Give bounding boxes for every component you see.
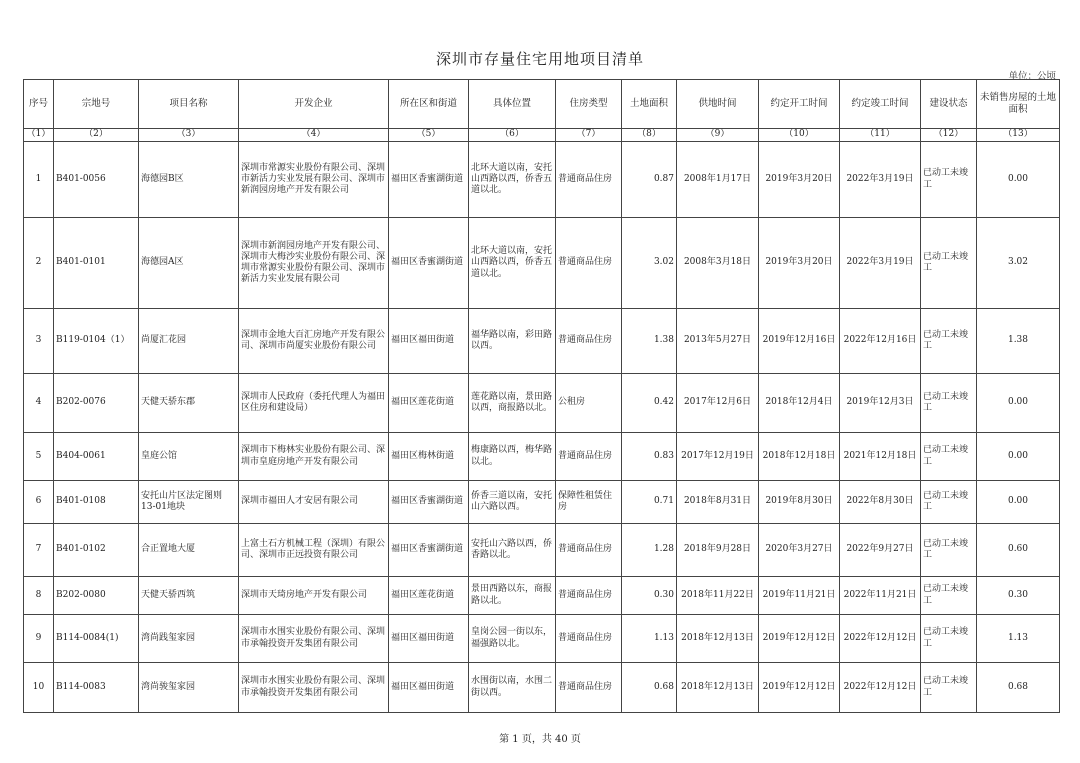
unsold-area: 3.02: [977, 218, 1060, 309]
land-area: 3.02: [622, 218, 677, 309]
developer-name: 深圳市金地大百汇房地产开发有限公司、深圳市尚厦实业股份有限公司: [239, 309, 389, 374]
build-status: 已动工未竣工: [921, 142, 977, 218]
row-number: 10: [24, 663, 54, 713]
column-number-row: [24, 129, 1060, 142]
table-body: [24, 142, 1060, 713]
unsold-area: 0.60: [977, 524, 1060, 577]
column-header: 开发企业: [239, 80, 389, 129]
row-number: 8: [24, 577, 54, 615]
location-text: 梅康路以西，梅华路以北。: [469, 433, 556, 481]
location-text: 安托山六路以西，侨香路以北。: [469, 524, 556, 577]
project-name: 湾尚骏玺家园: [139, 663, 239, 713]
location-text: 水围街以南，水围二街以西。: [469, 663, 556, 713]
unsold-area: 0.00: [977, 142, 1060, 218]
developer-name: 深圳市福田人才安居有限公司: [239, 481, 389, 524]
land-area: 0.30: [622, 577, 677, 615]
build-status: 已动工未竣工: [921, 524, 977, 577]
column-header: 所在区和街道: [389, 80, 469, 129]
supply-date: 2008年3月18日: [677, 218, 759, 309]
column-header: 供地时间: [677, 80, 759, 129]
column-header: 住房类型: [556, 80, 622, 129]
project-name: 安托山片区法定图则13-01地块: [139, 481, 239, 524]
row-number: 7: [24, 524, 54, 577]
developer-name: 深圳市水围实业股份有限公司、深圳市承翰投资开发集团有限公司: [239, 663, 389, 713]
unsold-area: 0.00: [977, 374, 1060, 433]
build-status: 已动工未竣工: [921, 433, 977, 481]
district-street: 福田区福田街道: [389, 615, 469, 663]
finish-date: 2022年11月21日: [840, 577, 921, 615]
parcel-number: B202-0080: [54, 577, 139, 615]
table-row: [24, 218, 1060, 309]
build-status: 已动工未竣工: [921, 577, 977, 615]
unsold-area: 0.30: [977, 577, 1060, 615]
developer-name: 深圳市下梅林实业股份有限公司、深圳市皇庭房地产开发有限公司: [239, 433, 389, 481]
column-number: （10）: [759, 129, 840, 142]
project-name: 湾尚践玺家园: [139, 615, 239, 663]
housing-type: 保障性租赁住房: [556, 481, 622, 524]
housing-type: 普通商品住房: [556, 577, 622, 615]
supply-date: 2017年12月6日: [677, 374, 759, 433]
start-date: 2019年12月16日: [759, 309, 840, 374]
developer-name: 深圳市新润园房地产开发有限公司、深圳市大梅沙实业股份有限公司、深圳市常源实业股份有限公司、深圳市新活力实业发展有限公司: [239, 218, 389, 309]
start-date: 2019年12月12日: [759, 663, 840, 713]
column-number: （5）: [389, 129, 469, 142]
column-header: 土地面积: [622, 80, 677, 129]
housing-type: 普通商品住房: [556, 524, 622, 577]
land-area: 1.38: [622, 309, 677, 374]
housing-type: 普通商品住房: [556, 142, 622, 218]
parcel-number: B114-0083: [54, 663, 139, 713]
build-status: 已动工未竣工: [921, 663, 977, 713]
page-footer: 第 1 页，共 40 页: [499, 734, 581, 745]
row-number: 2: [24, 218, 54, 309]
parcel-number: B202-0076: [54, 374, 139, 433]
unsold-area: 0.68: [977, 663, 1060, 713]
start-date: 2018年12月4日: [759, 374, 840, 433]
project-name: 尚厦汇花园: [139, 309, 239, 374]
parcel-number: B401-0101: [54, 218, 139, 309]
housing-type: 普通商品住房: [556, 309, 622, 374]
column-header: 序号: [24, 80, 54, 129]
finish-date: 2022年9月27日: [840, 524, 921, 577]
district-street: 福田区香蜜湖街道: [389, 142, 469, 218]
column-number: （7）: [556, 129, 622, 142]
column-number: （2）: [54, 129, 139, 142]
table-row: [24, 615, 1060, 663]
finish-date: 2019年12月3日: [840, 374, 921, 433]
supply-date: 2018年12月13日: [677, 663, 759, 713]
start-date: 2019年8月30日: [759, 481, 840, 524]
row-number: 4: [24, 374, 54, 433]
housing-type: 普通商品住房: [556, 663, 622, 713]
parcel-number: B404-0061: [54, 433, 139, 481]
build-status: 已动工未竣工: [921, 481, 977, 524]
project-name: 合正置地大厦: [139, 524, 239, 577]
unsold-area: 0.00: [977, 481, 1060, 524]
build-status: 已动工未竣工: [921, 218, 977, 309]
start-date: 2019年3月20日: [759, 218, 840, 309]
column-number: （8）: [622, 129, 677, 142]
district-street: 福田区香蜜湖街道: [389, 524, 469, 577]
build-status: 已动工未竣工: [921, 374, 977, 433]
supply-date: 2008年1月17日: [677, 142, 759, 218]
parcel-number: B119-0104（1）: [54, 309, 139, 374]
column-number: （13）: [977, 129, 1060, 142]
finish-date: 2022年8月30日: [840, 481, 921, 524]
start-date: 2019年11月21日: [759, 577, 840, 615]
parcel-number: B401-0102: [54, 524, 139, 577]
finish-date: 2022年12月12日: [840, 615, 921, 663]
unsold-area: 1.38: [977, 309, 1060, 374]
column-number: （6）: [469, 129, 556, 142]
housing-type: 普通商品住房: [556, 615, 622, 663]
housing-type: 普通商品住房: [556, 433, 622, 481]
unsold-area: 0.00: [977, 433, 1060, 481]
unsold-area: 1.13: [977, 615, 1060, 663]
supply-date: 2017年12月19日: [677, 433, 759, 481]
supply-date: 2018年12月13日: [677, 615, 759, 663]
finish-date: 2021年12月18日: [840, 433, 921, 481]
build-status: 已动工未竣工: [921, 309, 977, 374]
developer-name: 深圳市人民政府（委托代理人为福田区住房和建设局）: [239, 374, 389, 433]
project-name: 皇庭公馆: [139, 433, 239, 481]
table-row: [24, 524, 1060, 577]
table-row: [24, 663, 1060, 713]
project-table: [23, 79, 1060, 713]
table-row: [24, 309, 1060, 374]
developer-name: 深圳市水围实业股份有限公司、深圳市承翰投资开发集团有限公司: [239, 615, 389, 663]
district-street: 福田区香蜜湖街道: [389, 481, 469, 524]
district-street: 福田区莲花街道: [389, 374, 469, 433]
developer-name: 深圳市天琦房地产开发有限公司: [239, 577, 389, 615]
start-date: 2019年3月20日: [759, 142, 840, 218]
column-header: 宗地号: [54, 80, 139, 129]
table-row: [24, 481, 1060, 524]
start-date: 2019年12月12日: [759, 615, 840, 663]
parcel-number: B114-0084(1): [54, 615, 139, 663]
location-text: 莲花路以南，景田路以西，商报路以北。: [469, 374, 556, 433]
page-title: 深圳市存量住宅用地项目清单: [435, 50, 644, 68]
table-row: [24, 433, 1060, 481]
table-row: [24, 142, 1060, 218]
housing-type: 公租房: [556, 374, 622, 433]
developer-name: 上富土石方机械工程（深圳）有限公司、深圳市正远投资有限公司: [239, 524, 389, 577]
column-number: （1）: [24, 129, 54, 142]
housing-type: 普通商品住房: [556, 218, 622, 309]
project-name: 天健天骄东郡: [139, 374, 239, 433]
unit-label: 单位：公顷: [1008, 71, 1056, 82]
project-name: 海德园A区: [139, 218, 239, 309]
supply-date: 2018年8月31日: [677, 481, 759, 524]
parcel-number: B401-0108: [54, 481, 139, 524]
district-street: 福田区香蜜湖街道: [389, 218, 469, 309]
start-date: 2018年12月18日: [759, 433, 840, 481]
land-area: 1.13: [622, 615, 677, 663]
column-number: （11）: [840, 129, 921, 142]
location-text: 福华路以南，彩田路以西。: [469, 309, 556, 374]
location-text: 侨香三道以南，安托山六路以西。: [469, 481, 556, 524]
supply-date: 2013年5月27日: [677, 309, 759, 374]
land-area: 1.28: [622, 524, 677, 577]
finish-date: 2022年3月19日: [840, 218, 921, 309]
column-number: （9）: [677, 129, 759, 142]
row-number: 1: [24, 142, 54, 218]
column-header: 约定竣工时间: [840, 80, 921, 129]
supply-date: 2018年11月22日: [677, 577, 759, 615]
location-text: 北环大道以南，安托山西路以西，侨香五道以北。: [469, 142, 556, 218]
table-row: [24, 374, 1060, 433]
land-area: 0.68: [622, 663, 677, 713]
row-number: 9: [24, 615, 54, 663]
table-row: [24, 577, 1060, 615]
column-header: 具体位置: [469, 80, 556, 129]
district-street: 福田区福田街道: [389, 663, 469, 713]
finish-date: 2022年3月19日: [840, 142, 921, 218]
land-area: 0.42: [622, 374, 677, 433]
column-header: 约定开工时间: [759, 80, 840, 129]
column-number: （4）: [239, 129, 389, 142]
column-number: （3）: [139, 129, 239, 142]
developer-name: 深圳市常源实业股份有限公司、深圳市新活力实业发展有限公司、深圳市新润园房地产开发有限公司: [239, 142, 389, 218]
column-header: 建设状态: [921, 80, 977, 129]
row-number: 5: [24, 433, 54, 481]
row-number: 6: [24, 481, 54, 524]
land-area: 0.83: [622, 433, 677, 481]
location-text: 北环大道以南，安托山西路以西，侨香五道以北。: [469, 218, 556, 309]
column-header: 未销售房屋的土地面积: [977, 80, 1060, 129]
district-street: 福田区莲花街道: [389, 577, 469, 615]
supply-date: 2018年9月28日: [677, 524, 759, 577]
district-street: 福田区福田街道: [389, 309, 469, 374]
start-date: 2020年3月27日: [759, 524, 840, 577]
header-row: [24, 80, 1060, 129]
row-number: 3: [24, 309, 54, 374]
column-number: （12）: [921, 129, 977, 142]
parcel-number: B401-0056: [54, 142, 139, 218]
land-area: 0.87: [622, 142, 677, 218]
location-text: 景田西路以东，商报路以北。: [469, 577, 556, 615]
finish-date: 2022年12月16日: [840, 309, 921, 374]
project-name: 天健天骄西筑: [139, 577, 239, 615]
finish-date: 2022年12月12日: [840, 663, 921, 713]
project-name: 海德园B区: [139, 142, 239, 218]
location-text: 皇岗公园一街以东，福强路以北。: [469, 615, 556, 663]
build-status: 已动工未竣工: [921, 615, 977, 663]
land-area: 0.71: [622, 481, 677, 524]
district-street: 福田区梅林街道: [389, 433, 469, 481]
column-header: 项目名称: [139, 80, 239, 129]
